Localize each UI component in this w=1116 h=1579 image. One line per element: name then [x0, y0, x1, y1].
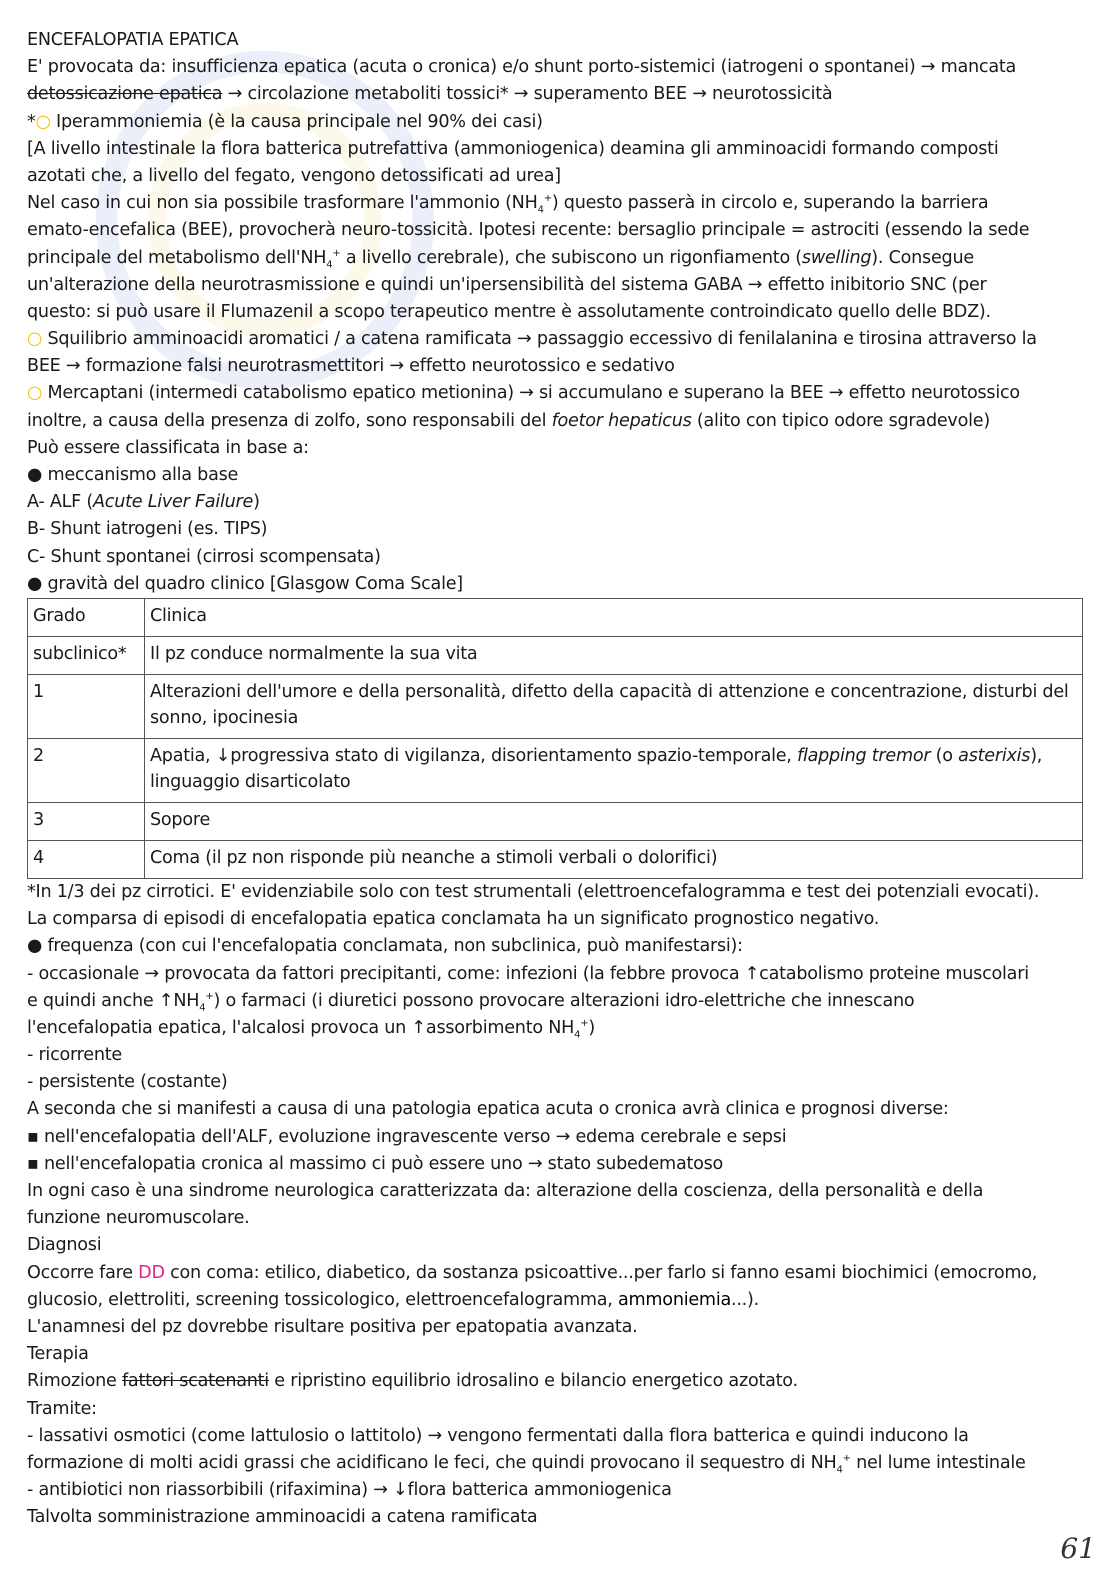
table-row [28, 738, 1083, 802]
text-line: C- Shunt spontanei (cirrosi scompensata) [27, 546, 381, 567]
table-row [28, 840, 1083, 878]
text-line: ▪ nell'encefalopatia dell'ALF, evoluzione ingravescente verso → edema cerebrale e sepsi [27, 1126, 787, 1147]
text-line: inoltre, a causa della presenza di zolfo, sono responsabili del foetor hepaticus (alito con tipico odore sgradevole) [27, 410, 990, 431]
table-cell: Coma (il pz non risponde più neanche a stimoli verbali o dolorifici) [145, 840, 1083, 878]
text-line: A seconda che si manifesti a causa di una patologia epatica acuta o cronica avrà clinica e prognosi diverse: [27, 1099, 949, 1120]
page-number: 61 [1060, 1532, 1096, 1565]
text-line: questo: si può usare il Flumazenil a scopo terapeutico mentre è assolutamente controindicato quello delle BDZ). [27, 301, 991, 322]
ring-bullet-icon: ○ [35, 111, 51, 132]
table-cell: Alterazioni dell'umore e della personalità, difetto della capacità di attenzione e concentrazione, disturbi del sonno, ipocinesia [145, 674, 1083, 738]
text-line: Rimozione fattori scatenanti e ripristino equilibrio idrosalino e bilancio energetico azotato. [27, 1371, 798, 1392]
text-line: L'anamnesi del pz dovrebbe risultare positiva per epatopatia avanzata. [27, 1316, 638, 1337]
text-line: un'alterazione della neurotrasmissione e quindi un'ipersensibilità del sistema GABA → effetto inibitorio SNC (per [27, 274, 987, 295]
table-cell: 1 [28, 674, 145, 738]
document-page [27, 27, 1089, 1531]
text-line: e quindi anche $↑NH_4^+$) o farmaci (i diuretici possono provocare alterazioni idro-elettriche che innescano [27, 990, 915, 1014]
text-line: In ogni caso è una sindrome neurologica caratterizzata da: alterazione della coscienza, della personalità e della [27, 1181, 984, 1201]
table-header-cell: Clinica [145, 598, 1083, 636]
section-heading-terapia: Terapia [27, 1344, 89, 1365]
text-line: ▪ nell'encefalopatia cronica al massimo ci può essere uno → stato subedematoso [27, 1153, 724, 1174]
gcs-table [27, 598, 1083, 879]
table-cell: subclinico* [28, 636, 145, 674]
text-line: detossicazione epatica → circolazione metaboliti tossici* → superamento BEE → neurotossicità [27, 84, 833, 105]
text-line: glucosio, elettroliti, screening tossicologico, elettroencefalogramma, ammoniemia...). [27, 1289, 759, 1310]
table-cell: 3 [28, 802, 145, 840]
ring-bullet-icon: ○ [27, 329, 43, 350]
dd-highlight: DD [138, 1262, 165, 1283]
struck-text: fattori scatenanti [121, 1371, 269, 1392]
ammoniemia-highlight: ammoniemia [618, 1289, 731, 1310]
text-line: ○ Squilibrio amminoacidi aromatici / a catena ramificata → passaggio eccessivo di fenilalanina e tirosina attraverso la [27, 329, 1037, 350]
text-line: - lassativi osmotici (come lattulosio o lattitolo) → vengono fermentati dalla flora batterica e quindi inducono la [27, 1425, 969, 1446]
text-line: - occasionale → provocata da fattori precipitanti, come: infezioni (la febbre provoca ↑catabolismo proteine muscolari [27, 963, 1029, 984]
text-line: *In 1/3 dei pz cirrotici. E' evidenziabile solo con test strumentali (elettroencefalogramma e test dei potenziali evocati). [27, 881, 1040, 902]
text-line: funzione neuromuscolare. [27, 1208, 250, 1229]
text-line: ● gravità del quadro clinico [Glasgow Coma Scale] [27, 573, 463, 594]
struck-text: detossicazione epatica [27, 84, 223, 105]
text-line: formazione di molti acidi grassi che acidificano le feci, che quindi provocano il sequestro di $NH_4^+$ nel lume intestinale [27, 1452, 1026, 1476]
text-line: Tramite: [27, 1398, 97, 1419]
text-line: - ricorrente [27, 1045, 122, 1066]
text-line: BEE → formazione falsi neurotrasmettitori → effetto neurotossico e sedativo [27, 356, 675, 377]
text-line: ○ Mercaptani (intermedi catabolismo epatico metionina) → si accumulano e superano la BEE → effetto neurotossico [27, 383, 1020, 404]
table-row [28, 636, 1083, 674]
table-cell: 4 [28, 840, 145, 878]
text-line: azotati che, a livello del fegato, vengono detossificati ad urea] [27, 165, 561, 186]
table-cell: Sopore [145, 802, 1083, 840]
text-line: Occorre fare DD con coma: etilico, diabetico, da sostanza psicoattive...per farlo si fanno esami biochimici (emocromo, [27, 1262, 1038, 1283]
text-line: [A livello intestinale la flora batterica putrefattiva (ammoniogenica) deamina gli amminoacidi formando composti [27, 138, 999, 159]
table-row [28, 674, 1083, 738]
text-line: Può essere classificata in base a: [27, 437, 309, 458]
text-line: emato-encefalica (BEE), provocherà neuro-tossicità. Ipotesi recente: bersaglio principale = astrociti (essendo la sede [27, 220, 1030, 241]
text-line: Talvolta somministrazione amminoacidi a catena ramificata [27, 1507, 538, 1528]
table-header-cell: Grado [28, 598, 145, 636]
text-line: B- Shunt iatrogeni (es. TIPS) [27, 519, 268, 540]
text-line: Nel caso in cui non sia possibile trasformare l'ammonio $(NH_4^+)$ questo passerà in circolo e, superando la barriera [27, 193, 989, 216]
text-line: *○ Iperammoniemia (è la causa principale nel 90% dei casi) [27, 111, 543, 132]
table-cell: 2 [28, 738, 145, 802]
text-line: ● meccanismo alla base [27, 465, 239, 485]
text-line: - persistente (costante) [27, 1072, 228, 1093]
text-line: La comparsa di episodi di encefalopatia epatica conclamata ha un significato prognostico negativo. [27, 909, 880, 930]
text-line: principale del metabolismo $dell'NH_4^+$ a livello cerebrale), che subiscono un rigonfiamento (swelling). Consegue [27, 247, 974, 271]
document-title: ENCEFALOPATIA EPATICA [27, 30, 239, 50]
text-line: A- ALF (Acute Liver Failure) [27, 492, 260, 513]
table-header-row [28, 598, 1083, 636]
text-line: ● frequenza (con cui l'encefalopatia conclamata, non subclinica, può manifestarsi): [27, 936, 743, 957]
table-cell: Il pz conduce normalmente la sua vita [145, 636, 1083, 674]
text-line: - antibiotici non riassorbibili (rifaximina) → ↓flora batterica ammoniogenica [27, 1480, 672, 1501]
ring-bullet-icon: ○ [27, 383, 43, 404]
table-cell: Apatia, ↓progressiva stato di vigilanza, disorientamento spazio-temporale, flapping tremor (o asterixis), linguaggio disarticolato [145, 738, 1083, 802]
text-line: E' provocata da: insufficienza epatica (acuta o cronica) e/o shunt porto-sistemici (iatrogeni o spontanei) → mancata [27, 57, 1017, 78]
table-row [28, 802, 1083, 840]
text-line: l'encefalopatia epatica, l'alcalosi provoca un ↑assorbimento $NH_4^+$) [27, 1017, 595, 1041]
section-heading-diagnosi: Diagnosi [27, 1235, 102, 1256]
